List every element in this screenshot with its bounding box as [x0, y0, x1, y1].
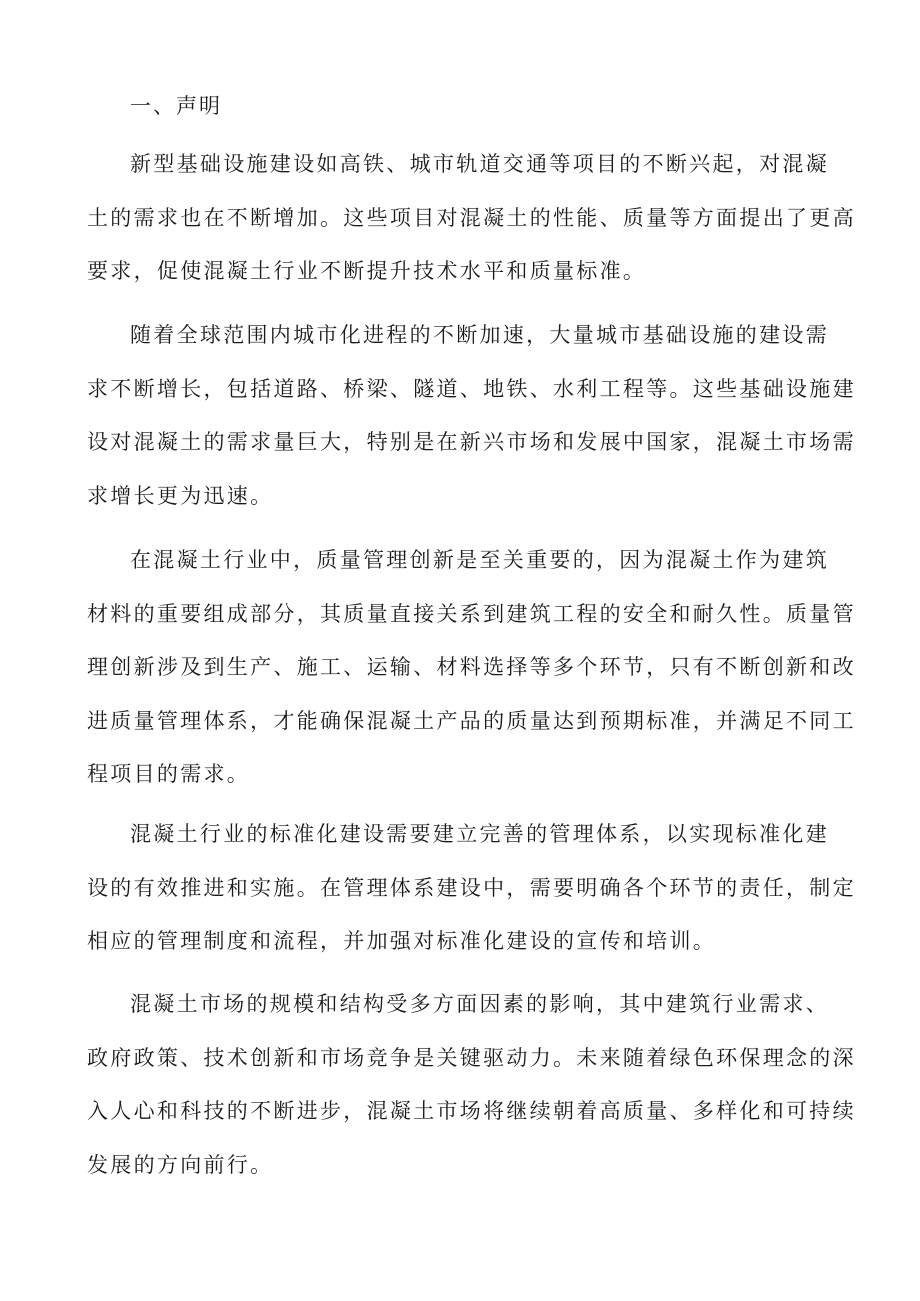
paragraph-3 — [87, 534, 856, 802]
paragraph-line: 土的需求也在不断增加。这些项目对混凝土的性能、质量等方面提出了更高 — [87, 205, 856, 230]
paragraph-line: 要求，促使混凝土行业不断提升技术水平和质量标准。 — [87, 259, 647, 283]
paragraph-line: 相应的管理制度和流程，并加强对标准化建设的宣传和培训。 — [87, 929, 717, 953]
paragraph-line: 程项目的需求。 — [87, 762, 251, 786]
paragraph-line: 进质量管理体系，才能确保混凝土产品的质量达到预期标准，并满足不同工 — [87, 708, 856, 733]
paragraph-1 — [87, 138, 856, 299]
paragraph-5 — [87, 978, 856, 1192]
paragraph-line: 设对混凝土的需求量巨大，特别是在新兴市场和发展中国家，混凝土市场需 — [87, 430, 856, 454]
paragraph-line: 随着全球范围内城市化进程的不断加速，大量城市基础设施的建设需 — [130, 323, 829, 347]
paragraph-line: 新型基础设施建设如高铁、城市轨道交通等项目的不断兴起，对混凝 — [130, 152, 829, 176]
paragraph-line: 政府政策、技术创新和市场竞争是关键驱动力。未来随着绿色环保理念的深 — [87, 1045, 856, 1070]
paragraph-line: 材料的重要组成部分，其质量直接关系到建筑工程的安全和耐久性。质量管 — [87, 601, 856, 626]
paragraph-line: 求不断增长，包括道路、桥梁、隧道、地铁、水利工程等。这些基础设施建 — [87, 376, 856, 401]
paragraph-line: 在混凝土行业中，质量管理创新是至关重要的，因为混凝土作为建筑 — [130, 548, 829, 572]
paragraph-line: 设的有效推进和实施。在管理体系建设中，需要明确各个环节的责任，制定 — [87, 875, 856, 900]
paragraph-2 — [87, 309, 856, 523]
paragraph-line: 求增长更为迅速。 — [87, 483, 274, 508]
paragraph-line: 理创新涉及到生产、施工、运输、材料选择等多个环节，只有不断创新和改 — [87, 655, 856, 679]
paragraph-line: 混凝土市场的规模和结构受多方面因素的影响，其中建筑行业需求、 — [130, 992, 829, 1016]
paragraph-line: 混凝土行业的标准化建设需要建立完善的管理体系，以实现标准化建 — [130, 822, 829, 846]
paragraph-4 — [87, 808, 856, 969]
paragraph-line: 发展的方向前行。 — [87, 1152, 274, 1177]
section-heading: 一、声明 — [130, 94, 222, 118]
paragraph-line: 入人心和科技的不断进步，混凝土市场将继续朝着高质量、多样化和可持续 — [87, 1099, 856, 1123]
